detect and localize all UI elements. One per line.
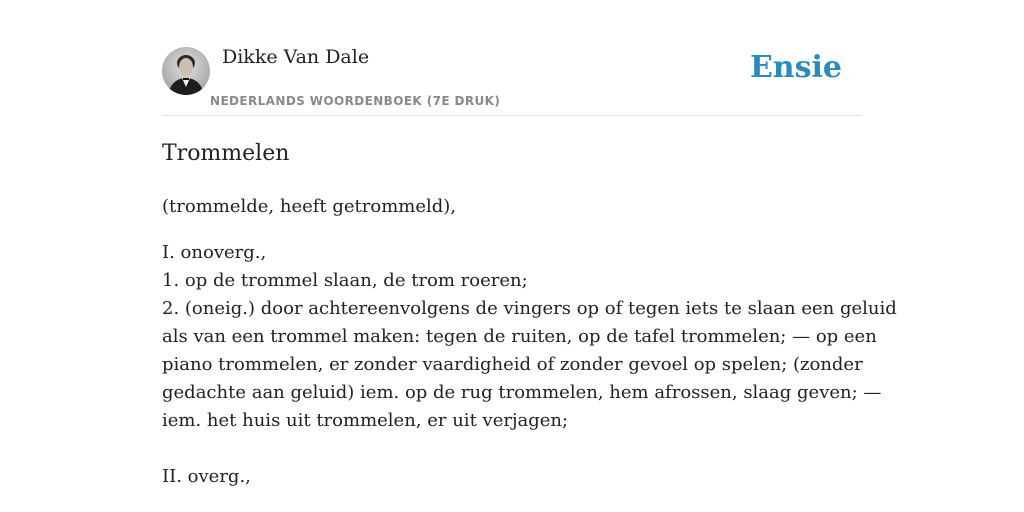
portrait-photo-icon <box>162 47 210 95</box>
source-label: NEDERLANDS WOORDENBOEK (7E DRUK) <box>210 94 501 108</box>
definition-line: iem. het huis uit trommelen, er uit verjagen; <box>162 410 569 431</box>
page-title: Trommelen <box>162 141 290 166</box>
author-name[interactable]: Dikke Van Dale <box>222 46 370 68</box>
ensie-logo-link[interactable]: Ensie <box>749 50 842 85</box>
definition-body <box>162 239 897 491</box>
definition-line: als van een trommel maken: tegen de ruiten, op de tafel trommelen; — op een <box>162 326 877 347</box>
definition-line: II. overg., <box>162 466 251 487</box>
entry-header <box>162 44 862 116</box>
definition-line: 1. op de trommel slaan, de trom roeren; <box>162 270 528 291</box>
entry-content <box>162 136 897 491</box>
definition-line: 2. (oneig.) door achtereenvolgens de vingers op of tegen iets te slaan een geluid <box>162 298 897 319</box>
grammar-forms: (trommelde, heeft getrommeld), <box>162 196 457 217</box>
author-avatar[interactable] <box>162 47 210 95</box>
definition-line: gedachte aan geluid) iem. op de rug trommelen, hem afrossen, slaag geven; — <box>162 382 882 403</box>
definition-line: I. onoverg., <box>162 242 267 263</box>
paragraph-gap <box>162 435 862 463</box>
definition-line: piano trommelen, er zonder vaardigheid of zonder gevoel op spelen; (zonder <box>162 354 863 375</box>
